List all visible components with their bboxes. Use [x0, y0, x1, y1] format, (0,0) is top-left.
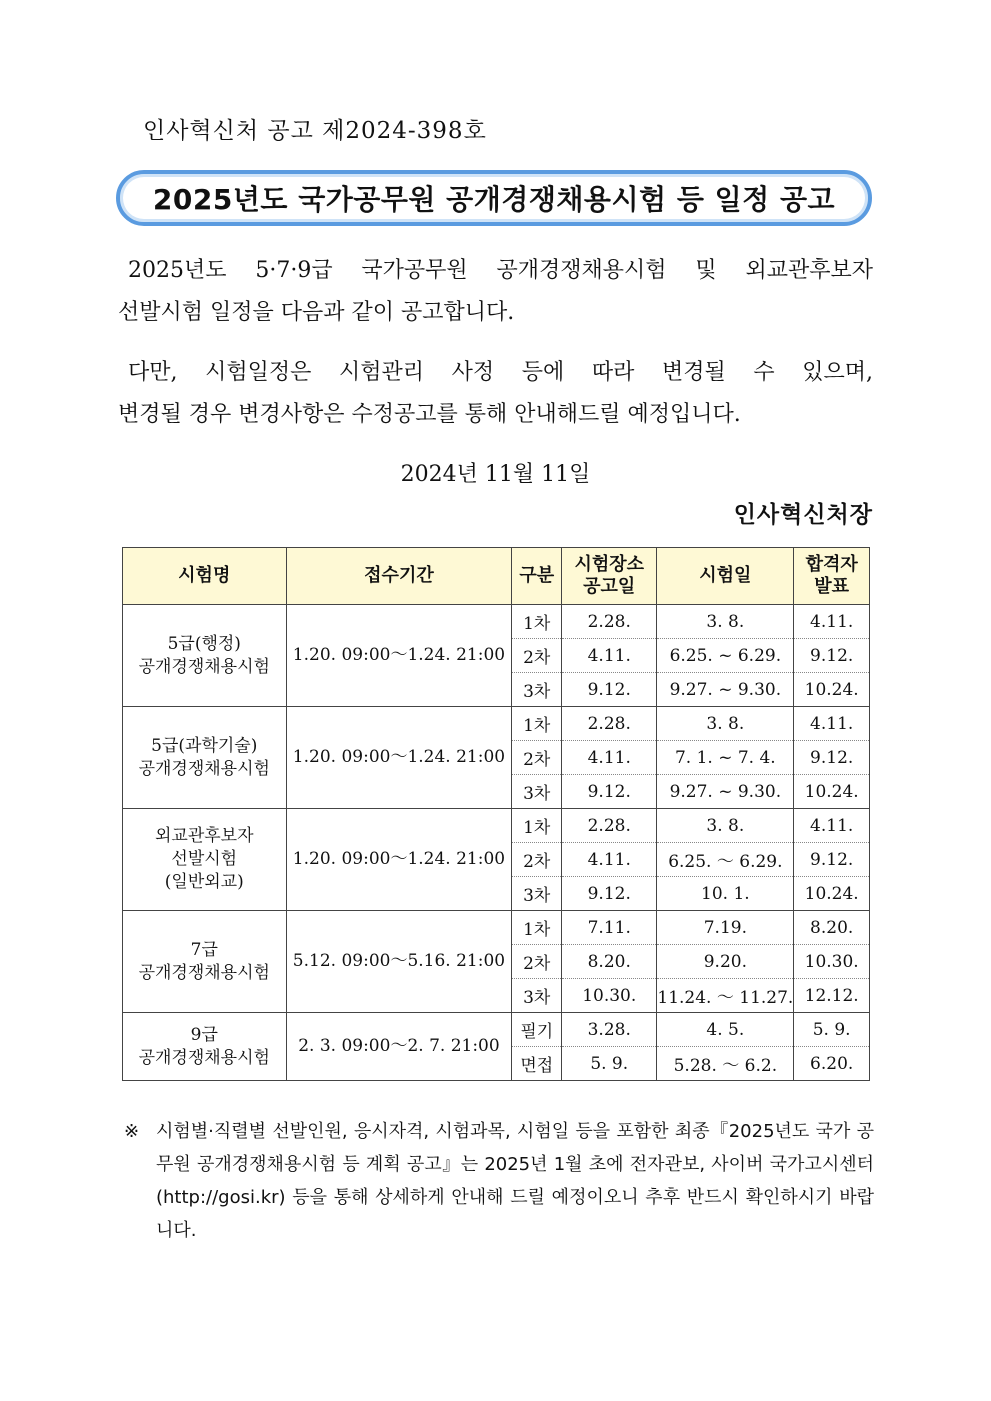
result-date-cell: 9.12.	[794, 639, 870, 673]
result-date-cell: 4.11.	[794, 809, 870, 843]
venue-announce-cell: 8.20.	[562, 945, 657, 979]
application-period-cell: 1.20. 09:00～1.24. 21:00	[286, 707, 512, 809]
header-result-line1: 합격자	[805, 554, 858, 575]
venue-announce-cell: 9.12.	[562, 775, 657, 809]
application-period-cell: 1.20. 09:00～1.24. 21:00	[286, 809, 512, 911]
table-row	[123, 809, 870, 843]
table-row	[123, 707, 870, 741]
exam-name-cell	[123, 707, 287, 809]
exam-date-cell: 4. 5.	[657, 1013, 794, 1047]
exam-date-cell: 7.19.	[657, 911, 794, 945]
venue-announce-cell: 9.12.	[562, 673, 657, 707]
stage-cell: 3차	[512, 775, 562, 809]
exam-date-cell: 9.27. ~ 9.30.	[657, 775, 794, 809]
intro-line-2: 선발시험 일정을 다음과 같이 공고합니다.	[118, 300, 515, 325]
exam-name-line: 7급	[190, 939, 218, 960]
table-row	[123, 605, 870, 639]
application-period-cell: 5.12. 09:00～5.16. 21:00	[286, 911, 512, 1013]
header-venue-line2: 공고일	[583, 576, 636, 597]
result-date-cell: 9.12.	[794, 741, 870, 775]
application-period-cell: 2. 3. 09:00～2. 7. 21:00	[286, 1013, 512, 1081]
notice-paragraph	[118, 352, 873, 436]
result-date-cell: 5. 9.	[794, 1013, 870, 1047]
header-venue-line1: 시험장소	[574, 554, 645, 575]
stage-cell: 면접	[512, 1047, 562, 1081]
table-header-row	[123, 548, 870, 605]
exam-name-cell	[123, 605, 287, 707]
venue-announce-cell: 4.11.	[562, 741, 657, 775]
stage-cell: 3차	[512, 877, 562, 911]
exam-name-line: (일반외교)	[164, 872, 244, 892]
stage-cell: 3차	[512, 673, 562, 707]
header-exam-date: 시험일	[657, 548, 794, 605]
header-result-line2: 발표	[814, 576, 850, 597]
intro-paragraph	[118, 250, 873, 334]
result-date-cell: 12.12.	[794, 979, 870, 1013]
table-row	[123, 1013, 870, 1047]
result-date-cell: 8.20.	[794, 911, 870, 945]
application-period-cell: 1.20. 09:00～1.24. 21:00	[286, 605, 512, 707]
exam-date-cell: 11.24. ～ 11.27.	[657, 979, 794, 1013]
header-period: 접수기간	[286, 548, 512, 605]
footnote-text: 시험별·직렬별 선발인원, 응시자격, 시험과목, 시험일 등을 포함한 최종『2025년도 국가 공무원 공개경쟁채용시험 등 계획 공고』는 2025년 1월 초에 전자관보, 사이버 국가고시센터(http://gosi.kr) 등을 통해 상세하게 안내해 드릴 예정이오니 추후 반드시 확인하시기 바랍니다.	[156, 1121, 874, 1241]
exam-name-cell	[123, 809, 287, 911]
venue-announce-cell: 10.30.	[562, 979, 657, 1013]
result-date-cell: 10.24.	[794, 775, 870, 809]
exam-name-line: 공개경쟁채용시험	[138, 1047, 270, 1068]
header-exam: 시험명	[123, 548, 287, 605]
exam-name-line: 5급(과학기술)	[151, 735, 258, 756]
venue-announce-cell: 4.11.	[562, 639, 657, 673]
stage-cell: 2차	[512, 741, 562, 775]
exam-date-cell: 9.27. ~ 9.30.	[657, 673, 794, 707]
stage-cell: 1차	[512, 707, 562, 741]
venue-announce-cell: 4.11.	[562, 843, 657, 877]
page-title: 2025년도 국가공무원 공개경쟁채용시험 등 일정 공고	[116, 170, 872, 226]
exam-name-cell	[123, 911, 287, 1013]
announcement-date: 2024년 11월 11일	[400, 462, 591, 487]
exam-name-line: 공개경쟁채용시험	[138, 962, 270, 983]
result-date-cell: 10.30.	[794, 945, 870, 979]
schedule-body	[123, 605, 870, 1081]
schedule-table	[122, 547, 870, 1081]
exam-date-cell: 6.25. ～ 6.29.	[657, 843, 794, 877]
stage-cell: 필기	[512, 1013, 562, 1047]
exam-date-cell: 9.20.	[657, 945, 794, 979]
stage-cell: 3차	[512, 979, 562, 1013]
header-stage: 구분	[512, 548, 562, 605]
header-venue	[562, 548, 657, 605]
venue-announce-cell: 7.11.	[562, 911, 657, 945]
reference-mark: ※	[124, 1121, 140, 1142]
exam-name-line: 외교관후보자	[154, 826, 254, 846]
issuer: 인사혁신처장	[733, 502, 873, 528]
exam-name-line: 선발시험	[171, 849, 238, 869]
stage-cell: 2차	[512, 639, 562, 673]
result-date-cell: 4.11.	[794, 605, 870, 639]
notice-line-1: 다만, 시험일정은 시험관리 사정 등에 따라 변경될 수 있으며,	[128, 360, 873, 385]
venue-announce-cell: 2.28.	[562, 605, 657, 639]
header-result	[794, 548, 870, 605]
notice-number: 인사혁신처 공고 제2024-398호	[143, 118, 487, 144]
exam-date-cell: 3. 8.	[657, 707, 794, 741]
footnote	[124, 1115, 874, 1247]
venue-announce-cell: 2.28.	[562, 707, 657, 741]
venue-announce-cell: 3.28.	[562, 1013, 657, 1047]
exam-date-cell: 6.25. ~ 6.29.	[657, 639, 794, 673]
result-date-cell: 10.24.	[794, 877, 870, 911]
venue-announce-cell: 2.28.	[562, 809, 657, 843]
exam-date-cell: 3. 8.	[657, 809, 794, 843]
stage-cell: 2차	[512, 843, 562, 877]
exam-date-cell: 10. 1.	[657, 877, 794, 911]
intro-line-1: 2025년도 5·7·9급 국가공무원 공개경쟁채용시험 및 외교관후보자	[128, 258, 873, 283]
table-row	[123, 911, 870, 945]
venue-announce-cell: 5. 9.	[562, 1047, 657, 1081]
venue-announce-cell: 9.12.	[562, 877, 657, 911]
exam-date-cell: 3. 8.	[657, 605, 794, 639]
exam-date-cell: 5.28. ～ 6.2.	[657, 1047, 794, 1081]
stage-cell: 2차	[512, 945, 562, 979]
result-date-cell: 9.12.	[794, 843, 870, 877]
stage-cell: 1차	[512, 911, 562, 945]
exam-name-line: 5급(행정)	[167, 633, 241, 654]
exam-name-line: 공개경쟁채용시험	[138, 758, 270, 779]
exam-date-cell: 7. 1. ~ 7. 4.	[657, 741, 794, 775]
exam-name-line: 9급	[190, 1024, 218, 1045]
stage-cell: 1차	[512, 605, 562, 639]
result-date-cell: 10.24.	[794, 673, 870, 707]
notice-line-2: 변경될 경우 변경사항은 수정공고를 통해 안내해드릴 예정입니다.	[118, 402, 741, 427]
result-date-cell: 4.11.	[794, 707, 870, 741]
result-date-cell: 6.20.	[794, 1047, 870, 1081]
exam-name-cell	[123, 1013, 287, 1081]
exam-name-line: 공개경쟁채용시험	[138, 656, 270, 677]
stage-cell: 1차	[512, 809, 562, 843]
